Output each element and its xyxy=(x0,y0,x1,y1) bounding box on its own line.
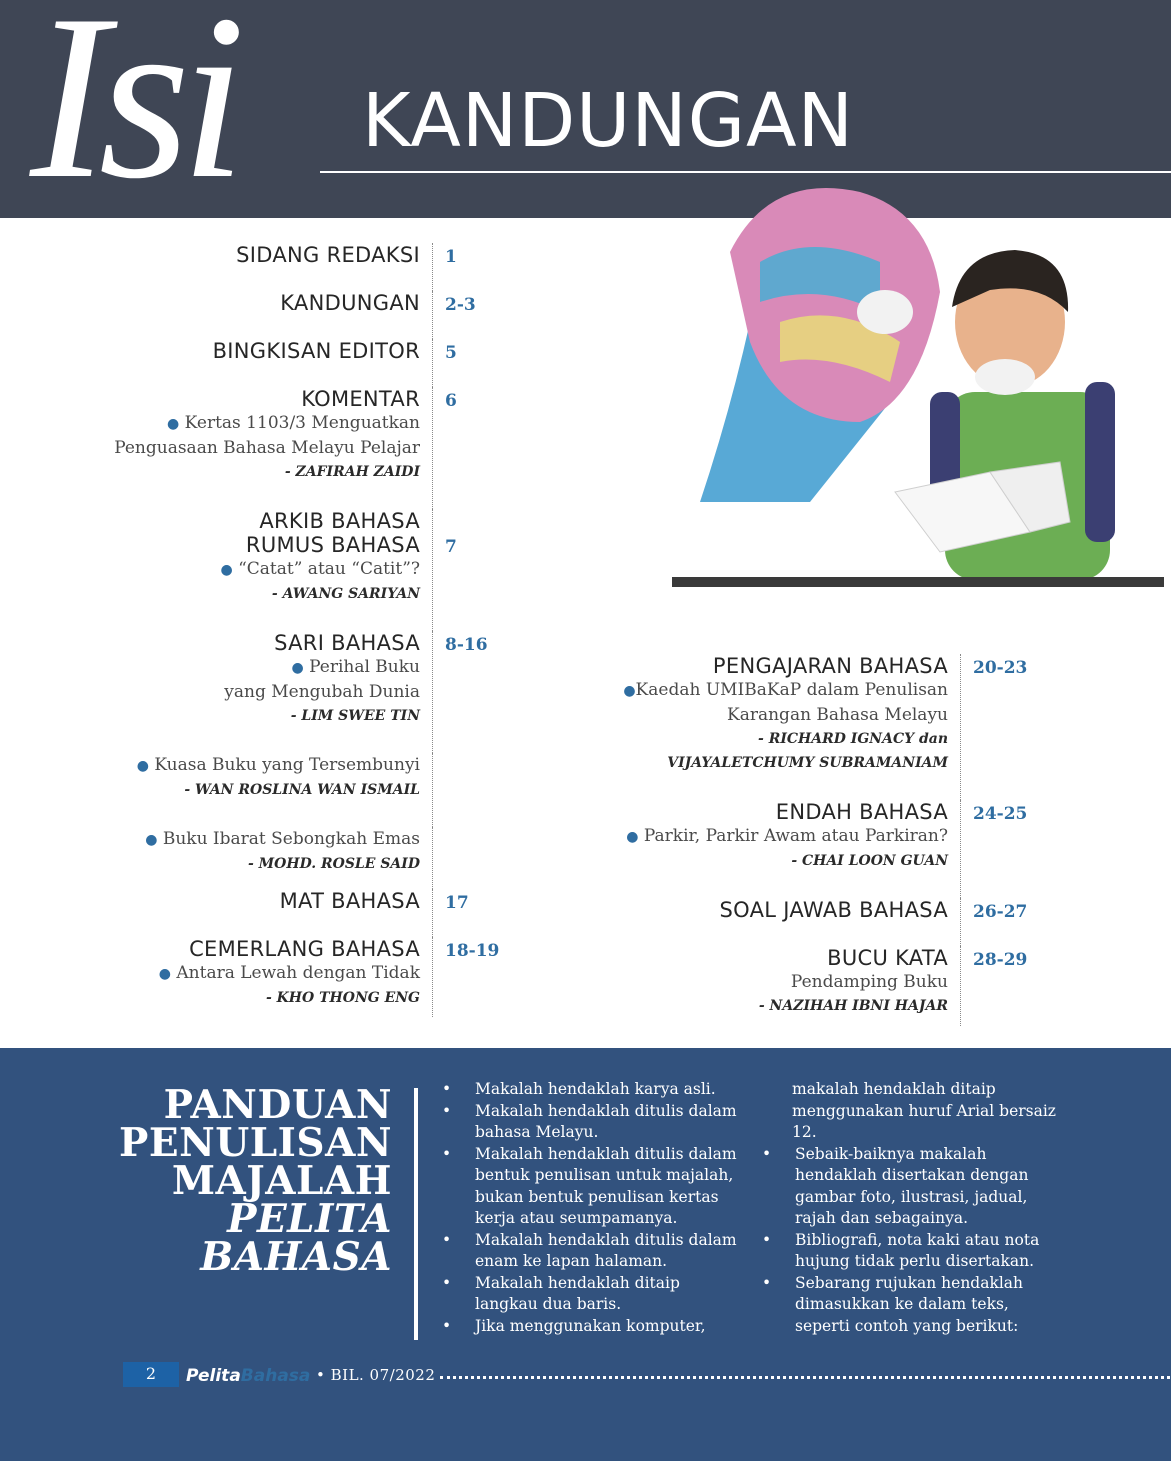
toc-section-title: BINGKISAN EDITOR xyxy=(212,339,420,363)
toc-section-title: PENGAJARAN BAHASA xyxy=(712,654,948,678)
header-script-word: Isi xyxy=(30,0,236,228)
guide-item: • Bibliografi, nota kaki atau nota hujung tidak perlu disertakan. xyxy=(762,1230,1040,1270)
toc-page-number: 24-25 xyxy=(973,804,1028,824)
bullet-icon: ● xyxy=(291,660,304,676)
guide-divider xyxy=(414,1088,418,1340)
toc-entry[interactable] xyxy=(60,509,500,631)
toc-entry[interactable] xyxy=(60,827,500,889)
guide-title-line: BAHASA xyxy=(200,1234,392,1280)
toc-article-title: ● Kertas 1103/3 Menguatkan xyxy=(167,413,420,433)
toc-article-title: ● Buku Ibarat Sebongkah Emas xyxy=(145,829,420,849)
toc-section-title: SIDANG REDAKSI xyxy=(236,243,420,267)
bullet-icon: ● xyxy=(626,829,639,845)
toc-page-number: 1 xyxy=(445,247,457,267)
toc-section-title: SOAL JAWAB BAHASA xyxy=(719,898,948,922)
bullet-icon: • xyxy=(442,1144,452,1163)
toc-author: - RICHARD IGNACY dan xyxy=(758,731,948,747)
bullet-icon: • xyxy=(762,1144,772,1163)
guide-title-line: PENULISAN xyxy=(119,1120,392,1166)
bullet-icon: • xyxy=(442,1080,452,1098)
toc-author: - AWANG SARIYAN xyxy=(271,586,420,602)
guide-item: • Makalah hendaklah karya asli. xyxy=(440,1079,740,1101)
guide-list-column-2 xyxy=(760,1079,1060,1337)
mother-figure xyxy=(700,188,940,502)
toc-entry[interactable] xyxy=(600,800,1040,898)
bullet-icon: ● xyxy=(158,966,171,982)
toc-section-title: BUCU KATA xyxy=(827,946,948,970)
guide-item: • Makalah hendaklah ditaip langkau dua baris. xyxy=(442,1273,680,1313)
toc-section-title: KOMENTAR xyxy=(301,387,420,411)
toc-page-number: 17 xyxy=(445,893,469,913)
toc-left-column xyxy=(60,243,500,1017)
toc-entry[interactable] xyxy=(60,291,500,339)
guide-item: • Sebarang rujukan hendaklah dimasukkan ke dalam teks, seperti contoh yang berikut: xyxy=(762,1273,1024,1335)
toc-section-title: MAT BAHASA xyxy=(279,889,420,913)
toc-author-2: VIJAYALETCHUMY SUBRAMANIAM xyxy=(667,755,948,771)
toc-article-title: ● Perihal Buku xyxy=(291,657,420,677)
toc-section-title: ENDAH BAHASA xyxy=(775,800,948,824)
page-number: 2 xyxy=(145,1364,157,1383)
issue-number: • BIL. 07/2022 xyxy=(316,1366,436,1384)
toc-article-title: ● Parkir, Parkir Awam atau Parkiran? xyxy=(626,826,948,846)
bullet-icon: ● xyxy=(145,832,158,848)
toc-entry[interactable] xyxy=(60,387,500,509)
toc-article-title: ● Antara Lewah dengan Tidak xyxy=(158,963,420,983)
toc-section-title: CEMERLANG BAHASA xyxy=(189,937,420,961)
toc-entry[interactable] xyxy=(600,898,1040,946)
guide-item: • Makalah hendaklah ditulis dalam bahasa Melayu. xyxy=(442,1101,737,1141)
toc-entry[interactable] xyxy=(60,339,500,387)
toc-author: - WAN ROSLINA WAN ISMAIL xyxy=(184,782,420,798)
toc-page-number: 2-3 xyxy=(445,295,476,315)
guide-item: • Jika menggunakan komputer, xyxy=(440,1316,740,1338)
bullet-icon: ● xyxy=(136,758,149,774)
toc-page-number: 26-27 xyxy=(973,902,1028,922)
toc-section-title: KANDUNGAN xyxy=(280,291,420,315)
toc-entry[interactable] xyxy=(600,654,1040,800)
toc-author: - KHO THONG ENG xyxy=(265,990,420,1006)
toc-entry[interactable] xyxy=(60,631,500,753)
toc-page-number: 18-19 xyxy=(445,941,500,961)
toc-article-title-line2: Karangan Bahasa Melayu xyxy=(727,705,948,725)
toc-article-title-line2: Penguasaan Bahasa Melayu Pelajar xyxy=(114,438,420,458)
magazine-logo xyxy=(186,1366,310,1386)
toc-author: - CHAI LOON GUAN xyxy=(791,853,948,869)
logo-word-2: Bahasa xyxy=(240,1366,311,1386)
toc-section-title: SARI BAHASA xyxy=(274,631,420,655)
bullet-icon: • xyxy=(442,1316,452,1335)
photo-page-label: 11-13 xyxy=(758,534,874,576)
toc-page-number: 8-16 xyxy=(445,635,488,655)
toc-section-title-2: RUMUS BAHASA xyxy=(245,533,420,557)
logo-word-1: Pelita xyxy=(186,1366,241,1386)
bullet-icon: • xyxy=(442,1273,452,1292)
guide-item: • Makalah hendaklah ditulis dalam bentuk penulisan untuk majalah, bukan bentuk penulisan kertas kerja atau seumpamanya. xyxy=(442,1144,737,1227)
bullet-icon: • xyxy=(762,1273,772,1292)
toc-page-number: 5 xyxy=(445,343,457,363)
guide-list-column-1 xyxy=(440,1079,740,1337)
bullet-icon: • xyxy=(442,1230,452,1249)
toc-author: - LIM SWEE TIN xyxy=(290,708,420,724)
toc-entry[interactable] xyxy=(60,243,500,291)
guide-item: • Sebaik-baiknya makalah hendaklah disertakan dengan gambar foto, ilustrasi, jadual, rajah dan sebagainya. xyxy=(762,1144,1029,1227)
toc-right-column xyxy=(600,654,1040,1026)
guide-title-line: MAJALAH xyxy=(171,1158,392,1204)
toc-page-number: 28-29 xyxy=(973,950,1028,970)
footer-dotted-rule xyxy=(440,1376,1170,1379)
bullet-icon: • xyxy=(442,1101,452,1120)
guide-title-line: PELITA xyxy=(227,1196,392,1242)
guide-item-continued: makalah hendaklah ditaip menggunakan huruf Arial bersaiz 12. xyxy=(792,1080,1056,1141)
photo-underline-bar xyxy=(672,577,1164,587)
cover-photo xyxy=(690,172,1130,580)
toc-entry[interactable] xyxy=(600,946,1040,1026)
guide-title-line: PANDUAN xyxy=(163,1082,392,1128)
bullet-icon: ● xyxy=(167,416,180,432)
toc-article-title: ● “Catat” atau “Catit”? xyxy=(220,559,420,579)
bullet-icon: ● xyxy=(220,562,233,578)
toc-article-title: Pendamping Buku xyxy=(790,972,948,992)
toc-entry[interactable] xyxy=(60,889,500,937)
toc-author: - NAZIHAH IBNI HAJAR xyxy=(758,998,948,1014)
guide-title xyxy=(80,1082,392,1280)
toc-author: - MOHD. ROSLE SAID xyxy=(248,856,420,872)
page-title: KANDUNGAN xyxy=(362,78,855,164)
toc-entry[interactable] xyxy=(60,753,500,827)
toc-section-title: ARKIB BAHASA xyxy=(259,509,420,533)
toc-article-title: ● Kuasa Buku yang Tersembunyi xyxy=(136,755,420,775)
toc-article-title-line2: yang Mengubah Dunia xyxy=(224,682,420,702)
toc-page-number: 20-23 xyxy=(973,658,1028,678)
toc-page-number: 6 xyxy=(445,391,457,411)
toc-author: - ZAFIRAH ZAIDI xyxy=(284,464,420,480)
toc-page-number: 7 xyxy=(445,537,457,557)
guide-item: • Makalah hendaklah ditulis dalam enam ke lapan halaman. xyxy=(442,1230,737,1270)
bullet-icon: • xyxy=(762,1230,772,1249)
toc-entry[interactable] xyxy=(60,937,500,1017)
bullet-icon: ● xyxy=(623,683,636,699)
toc-article-title: ●Kaedah UMIBaKaP dalam Penulisan xyxy=(623,680,948,700)
